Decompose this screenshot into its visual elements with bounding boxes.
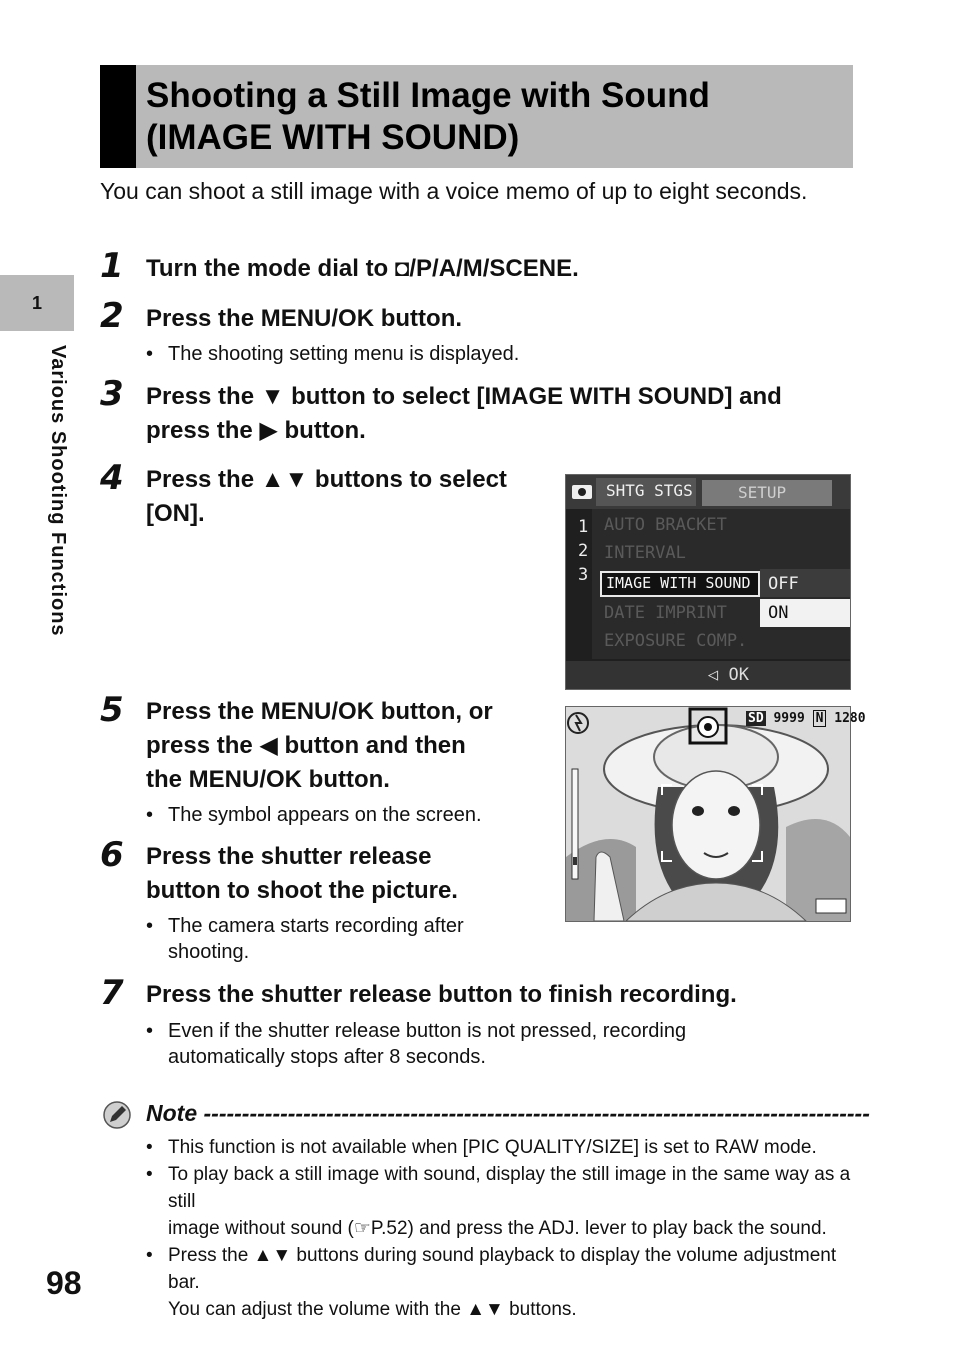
menu-item-date-imprint: DATE IMPRINT (604, 603, 727, 623)
step-5-number: 5 (100, 690, 124, 730)
note-item-3: • Press the ▲▼ buttons during sound playback to display the volume adjustment bar. You can adjust the volume with the ▲▼ buttons. (146, 1245, 837, 1320)
battery-icon (816, 899, 846, 913)
chapter-number: 1 (31, 293, 42, 313)
page-title (146, 75, 846, 159)
step-1-number: 1 (100, 246, 124, 286)
step-4-number: 4 (100, 458, 124, 498)
chapter-label: Various Shooting Functions (47, 345, 69, 637)
step-2-number: 2 (100, 296, 124, 336)
note-item-2: • To play back a still image with sound, display the still image in the same way as a still image without sound (☞P.52) and press the ADJ. lever to play back the sound. (146, 1164, 851, 1239)
image-size: 1280 (834, 711, 866, 726)
step-7-number: 7 (100, 973, 124, 1013)
step-7-text: Press the shutter release button to finish recording. (146, 981, 737, 1008)
step-6-number: 6 (100, 835, 124, 875)
menu-num-3: 3 (578, 565, 589, 585)
menu-tab-setup: SETUP (738, 483, 787, 502)
note-header (100, 1098, 870, 1134)
step-5-text: Press the MENU/OK button, or press the ◀ button and then the MENU/OK button. (146, 698, 493, 793)
menu-num-1: 1 (578, 517, 589, 537)
title-line-2: (IMAGE WITH SOUND) (146, 118, 520, 157)
remaining-shots: 9999 (773, 711, 805, 726)
step-6-text: Press the shutter release button to shoot the picture. (146, 843, 458, 904)
step-5-bullet: • The symbol appears on the screen. (146, 804, 482, 826)
step-3-number: 3 (100, 374, 124, 414)
step-2-text: Press the MENU/OK button. (146, 305, 463, 332)
note-list (146, 1134, 866, 1323)
quality-icon: N (813, 710, 827, 727)
note-pencil-icon (102, 1100, 132, 1130)
intro-text: You can shoot a still image with a voice memo of up to eight seconds. (100, 178, 808, 204)
section-title-box (100, 65, 853, 168)
preview-screen-image (565, 706, 866, 922)
page-number: 98 (46, 1265, 82, 1301)
menu-screen-image (565, 474, 851, 690)
menu-tab-shooting: SHTG STGS (606, 481, 693, 500)
title-accent-bar (100, 65, 136, 168)
menu-item-image-with-sound: IMAGE WITH SOUND (606, 574, 751, 592)
portrait-preview-graphic (566, 707, 850, 921)
step-6-bullet: • The camera starts recording after shooting. (146, 915, 464, 963)
note-title: Note --------------------------------------------------------------------------------------- (146, 1100, 870, 1126)
sd-card-icon: SD (748, 711, 764, 726)
menu-item-auto-bracket: AUTO BRACKET (604, 515, 727, 535)
step-7-bullet: • Even if the shutter release button is not pressed, recording automatically stops after 8 seconds. (146, 1020, 687, 1068)
preview-status-bar (746, 711, 866, 726)
step-3-text: Press the ▼ button to select [IMAGE WITH SOUND] and press the ▶ button. (146, 383, 782, 444)
menu-option-off: OFF (768, 574, 799, 594)
step-1-text: Turn the mode dial to ◘/P/A/M/SCENE. (146, 255, 579, 282)
menu-option-on: ON (768, 603, 789, 623)
menu-item-exposure-comp: EXPOSURE COMP. (604, 631, 748, 651)
note-item-1: • This function is not available when [PIC QUALITY/SIZE] is set to RAW mode. (146, 1137, 817, 1158)
menu-item-interval: INTERVAL (604, 543, 686, 563)
title-line-1: Shooting a Still Image with Sound (146, 76, 710, 115)
menu-num-2: 2 (578, 541, 589, 561)
step-2-bullet: • The shooting setting menu is displayed. (146, 343, 520, 365)
step-4-text: Press the ▲▼ buttons to select [ON]. (146, 466, 507, 527)
menu-footer-ok: ◁ OK (708, 665, 749, 685)
